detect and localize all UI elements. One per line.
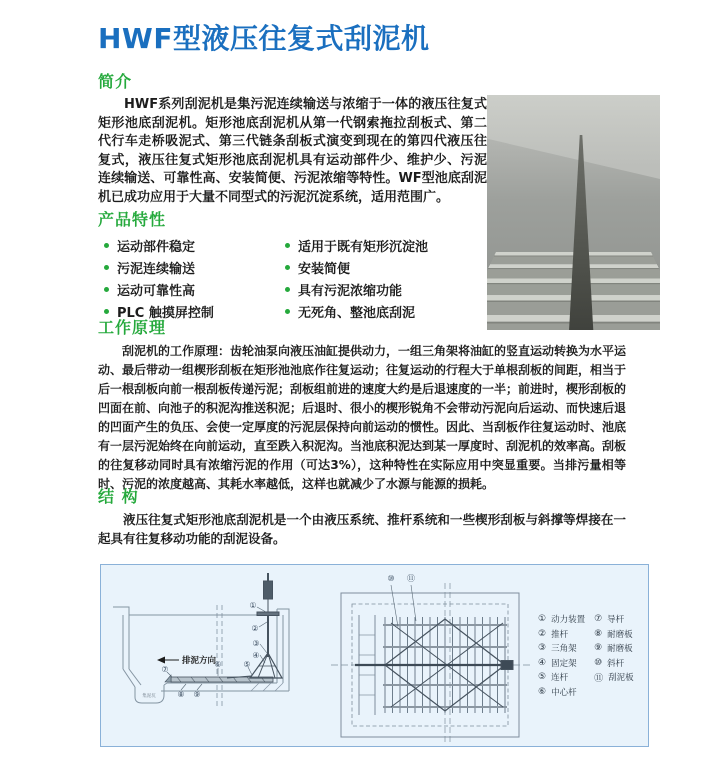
- callout-11: ⑪: [407, 574, 415, 583]
- product-photo: [487, 95, 660, 330]
- callout-10: ⑩: [387, 574, 395, 583]
- legend-item: [538, 627, 585, 642]
- legend-num: ③: [538, 643, 547, 654]
- bullet-dot-icon: [104, 265, 109, 270]
- legend-label: 导杆: [607, 615, 625, 626]
- legend-num: ②: [538, 628, 547, 639]
- features-heading: 产品特性: [98, 210, 167, 229]
- legend-label: 耐磨板: [607, 629, 633, 640]
- diagram-legend: [538, 612, 634, 699]
- feature-item: [104, 258, 214, 280]
- feature-label: 运动部件稳定: [117, 240, 196, 255]
- legend-item: [538, 670, 585, 685]
- bullet-dot-icon: [285, 243, 290, 248]
- legend-label: 斜杆: [607, 658, 625, 669]
- plan-view-frame: [355, 619, 513, 711]
- feature-item: [104, 236, 214, 258]
- callout-4: ④: [252, 651, 260, 660]
- legend-label: 刮泥板: [608, 673, 634, 684]
- flow-direction-label: 排泥方向: [182, 656, 217, 666]
- feature-item: [285, 280, 428, 302]
- legend-label: 耐磨板: [607, 644, 633, 655]
- feature-label: 安装简便: [298, 262, 351, 277]
- legend-num: ⑩: [594, 657, 603, 668]
- feature-label: 运动可靠性高: [117, 284, 196, 299]
- bullet-dot-icon: [104, 243, 109, 248]
- intro-paragraph: HWF系列刮泥机是集污泥连续输送与浓缩于一体的液压往复式矩形池底刮泥机。矩形池底刮泥机从第一代钢索拖拉刮板式、第二代行车走桥吸泥式、第三代链条刮板式演变到现在的第四代液压往复式，液压往复式矩形池底刮泥机具有运动部件少、维护少、污泥连续输送、可靠性高、安装简便、污泥浓缩等特性。WF型池底刮泥机已成功应用于大量不同型式的污泥沉淀系统，适用范围广。: [98, 97, 487, 205]
- legend-label: 连杆: [551, 673, 569, 684]
- bullet-dot-icon: [285, 265, 290, 270]
- feature-item: [285, 302, 428, 324]
- callout-9: ⑨: [193, 690, 201, 699]
- page-title: HWF型液压往复式刮泥机: [98, 22, 430, 55]
- feature-label: 具有污泥浓缩功能: [298, 284, 403, 299]
- legend-column-left: [538, 612, 585, 699]
- cross-section-callouts: [161, 601, 259, 699]
- legend-item: [538, 685, 585, 700]
- feature-item: [285, 236, 428, 258]
- callout-1: ①: [249, 601, 257, 610]
- callout-2: ②: [251, 624, 259, 633]
- legend-item: [594, 641, 634, 656]
- callout-3: ③: [252, 639, 260, 648]
- callout-5: ⑤: [243, 660, 251, 669]
- photo-wall-area: [487, 95, 660, 179]
- left-arrow-icon: [157, 657, 165, 664]
- feature-label: 无死角、整池底刮泥: [298, 306, 416, 321]
- legend-item: [538, 612, 585, 627]
- legend-label: 固定架: [551, 658, 577, 669]
- principle-paragraph: 刮泥机的工作原理：齿轮油泵向液压油缸提供动力，一组三角架将油缸的竖直运动转换为水平运动、最后带动一组楔形刮板在矩形池池底作往复运动；往复运动的行程大于单根刮板的间距，相当于后一根刮板向前一根刮板传递污泥；刮板组前进的速度大约是后退速度的一半；前进时，楔形刮板的凹面在前、向池子的积泥沟推送积泥；后退时、很小的楔形锐角不会带动污泥向后运动、而快速后退的凹面产生的负压、会使一定厚度的污泥层保持向前运动的惯性。因此、当刮板作往复运动时、池底有一层污泥始终在向前运动，直至跌入积泥沟。当池底积泥达到某一厚度时、刮泥机的效率高。刮板的往复移动同时具有浓缩污泥的作用（可达3%），这种特性在实际应用中突显重要。当排污量相等时、污泥的浓度越高、其耗水率越低，这样也就减少了水源与能源的损耗。: [98, 344, 627, 491]
- bullet-dot-icon: [285, 309, 290, 314]
- legend-label: 三角架: [551, 644, 577, 655]
- legend-item: [594, 670, 634, 685]
- feature-item: [104, 280, 214, 302]
- sludge-pit-label: 集泥坑: [142, 694, 156, 699]
- legend-item: [538, 641, 585, 656]
- principle-heading: 工作原理: [98, 318, 167, 337]
- legend-item: [594, 612, 634, 627]
- legend-label: 动力装置: [551, 615, 586, 626]
- legend-num: ⑧: [594, 628, 603, 639]
- plan-view-callouts: [387, 574, 415, 583]
- legend-item: [594, 656, 634, 671]
- structure-paragraph: 液压往复式矩形池底刮泥机是一个由液压系统、推杆系统和一些楔形刮板与斜撑等焊接在一起具有往复移动功能的刮泥设备。: [98, 512, 626, 546]
- feature-label: 适用于既有矩形沉淀池: [298, 240, 429, 255]
- legend-column-right: [594, 612, 634, 699]
- legend-num: ④: [538, 657, 547, 668]
- legend-label: 中心杆: [551, 687, 577, 698]
- structure-heading: 结 构: [98, 487, 139, 506]
- legend-num: ⑨: [594, 643, 603, 654]
- legend-item: [538, 656, 585, 671]
- legend-num: ⑥: [538, 686, 547, 697]
- bullet-dot-icon: [104, 287, 109, 292]
- legend-num: ①: [538, 614, 547, 625]
- legend-label: 推杆: [551, 629, 569, 640]
- features-list-left: [104, 236, 214, 324]
- feature-item: [285, 258, 428, 280]
- callout-7: ⑦: [161, 665, 169, 674]
- legend-num: ⑦: [594, 614, 603, 625]
- legend-num: ⑪: [594, 673, 604, 684]
- features-list-right: [285, 236, 428, 324]
- bullet-dot-icon: [285, 287, 290, 292]
- intro-heading: 简介: [98, 72, 133, 91]
- feature-label: 污泥连续输送: [117, 262, 196, 277]
- bullet-dot-icon: [104, 309, 109, 314]
- callout-8: ⑧: [177, 690, 185, 699]
- legend-item: [594, 627, 634, 642]
- callout-6: ⑥: [214, 660, 222, 669]
- structure-diagram-panel: [100, 564, 649, 747]
- plan-callout-leaders: [391, 585, 416, 627]
- feature-label: PLC 触摸屏控制: [117, 306, 214, 321]
- legend-num: ⑤: [538, 672, 547, 683]
